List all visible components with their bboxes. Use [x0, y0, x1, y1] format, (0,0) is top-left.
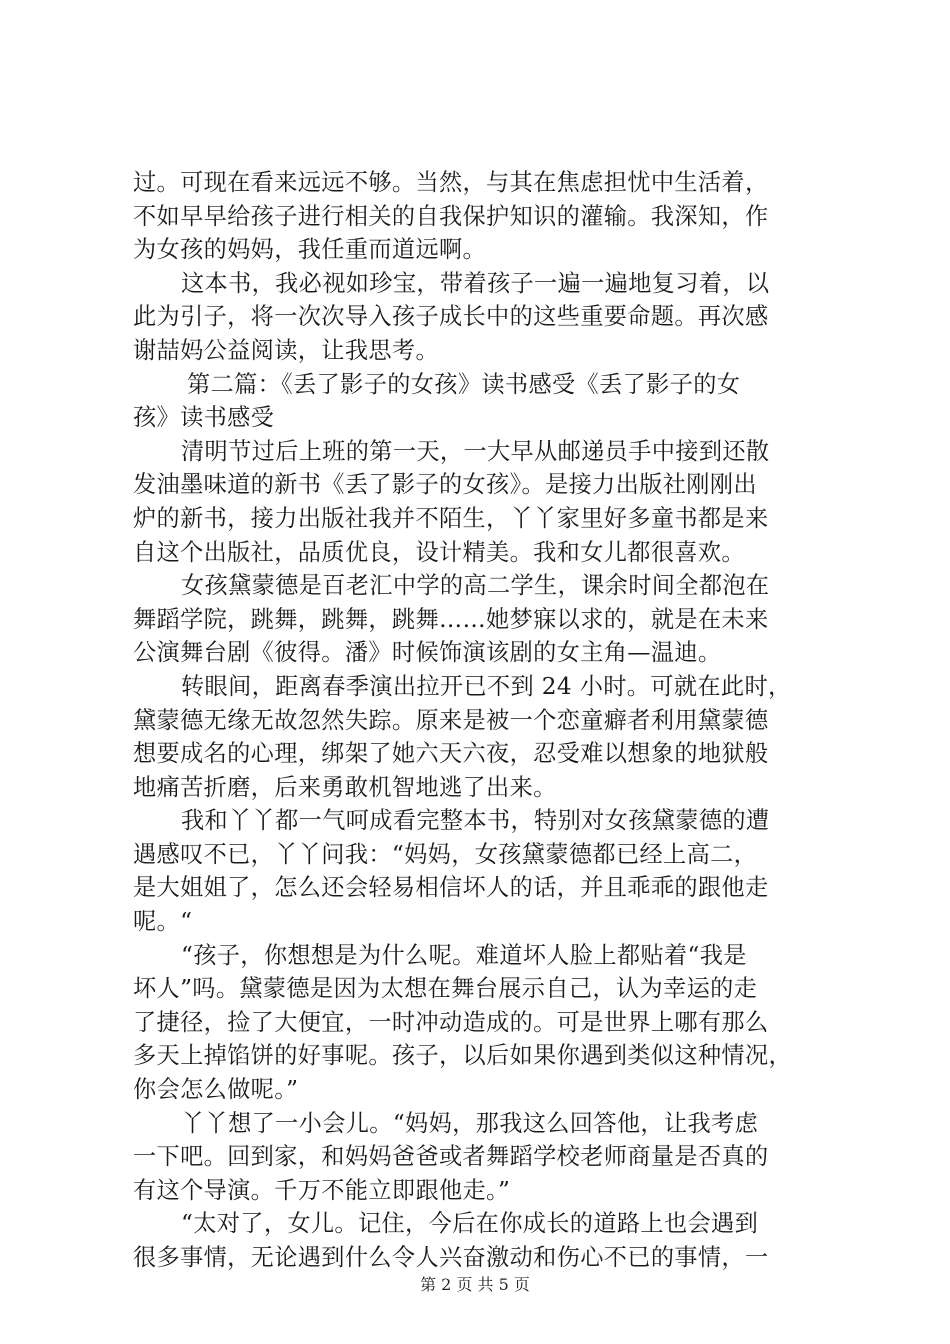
document-body: [133, 166, 833, 1275]
text-line: 过。可现在看来远远不够。当然，与其在焦虑担忧中生活着，: [133, 169, 769, 196]
text-line: 这本书，我必视如珍宝，带着孩子一遍一遍地复习着，以: [181, 269, 770, 297]
text-line: 不如早早给孩子进行相关的自我保护知识的灌输。我深知，作: [133, 202, 769, 230]
text-line: 想要成名的心理，绑架了她六天六夜，忍受难以想象的地狱般: [133, 740, 769, 768]
text-line: 地痛苦折磨，后来勇敢机智地逃了出来。: [133, 773, 557, 801]
text-line: 发油墨味道的新书《丢了影子的女孩》。是接力出版社刚刚出: [133, 471, 757, 499]
text-line: “孩子，你想想是为什么呢。难道坏人脸上都贴着“我是: [181, 941, 747, 969]
text-line: 为女孩的妈妈，我任重而道远啊。: [133, 236, 487, 264]
text-line: 遇感叹不已，丫丫问我：“妈妈，女孩黛蒙德都已经上高二，: [133, 840, 758, 868]
text-line: 舞蹈学院，跳舞，跳舞，跳舞……她梦寐以求的，就是在未来: [133, 605, 769, 633]
text-line: “太对了，女儿。记住，今后在你成长的道路上也会遇到: [181, 1210, 759, 1238]
page-footer: 第 2 页 共 5 页: [420, 1275, 530, 1294]
text-line: 此为引子，将一次次导入孩子成长中的这些重要命题。再次感: [133, 303, 769, 331]
text-line: 谢喆妈公益阅读，让我思考。: [133, 336, 439, 364]
text-line: 坏人”吗。黛蒙德是因为太想在舞台展示自己，认为幸运的走: [133, 975, 758, 1003]
text-line: 转眼间，距离春季演出拉开已不到 24 小时。可就在此时，: [181, 672, 792, 700]
text-line: 多天上掉馅饼的好事呢。孩子，以后如果你遇到类似这种情况，: [133, 1042, 793, 1070]
text-line: 我和丫丫都一气呵成看完整本书，特别对女孩黛蒙德的遭: [181, 807, 770, 835]
text-line: 了捷径，捡了大便宜，一时冲动造成的。可是世界上哪有那么: [133, 1008, 769, 1036]
text-line: 女孩黛蒙德是百老汇中学的高二学生，课余时间全都泡在: [181, 572, 770, 600]
text-line: 你会怎么做呢。”: [133, 1076, 299, 1104]
text-line: 炉的新书，接力出版社我并不陌生，丫丫家里好多童书都是来: [133, 504, 769, 532]
text-line: 丫丫想了一小会儿。“妈妈，那我这么回答他，让我考虑: [181, 1109, 759, 1137]
text-line: 公演舞台剧《彼得。潘》时候饰演该剧的女主角—温迪。: [133, 639, 722, 667]
text-line: 黛蒙德无缘无故忽然失踪。原来是被一个恋童癖者利用黛蒙德: [133, 706, 769, 734]
text-line: 清明节过后上班的第一天，一大早从邮递员手中接到还散: [181, 437, 770, 465]
text-line: 有这个导演。千万不能立即跟他走。”: [133, 1176, 511, 1204]
text-line: 一下吧。回到家，和妈妈爸爸或者舞蹈学校老师商量是否真的: [133, 1143, 769, 1171]
text-line: 第二篇：《丢了影子的女孩》读书感受《丢了影子的女: [187, 370, 741, 398]
text-line: 呢。“: [133, 908, 193, 936]
text-line: 很多事情，无论遇到什么令人兴奋激动和伤心不已的事情，一: [133, 1244, 769, 1271]
text-line: 自这个出版社，品质优良，设计精美。我和女儿都很喜欢。: [133, 538, 745, 566]
text-line: 孩》读书感受: [133, 404, 275, 432]
text-line: 是大姐姐了，怎么还会轻易相信坏人的话，并且乖乖的跟他走: [133, 874, 769, 902]
